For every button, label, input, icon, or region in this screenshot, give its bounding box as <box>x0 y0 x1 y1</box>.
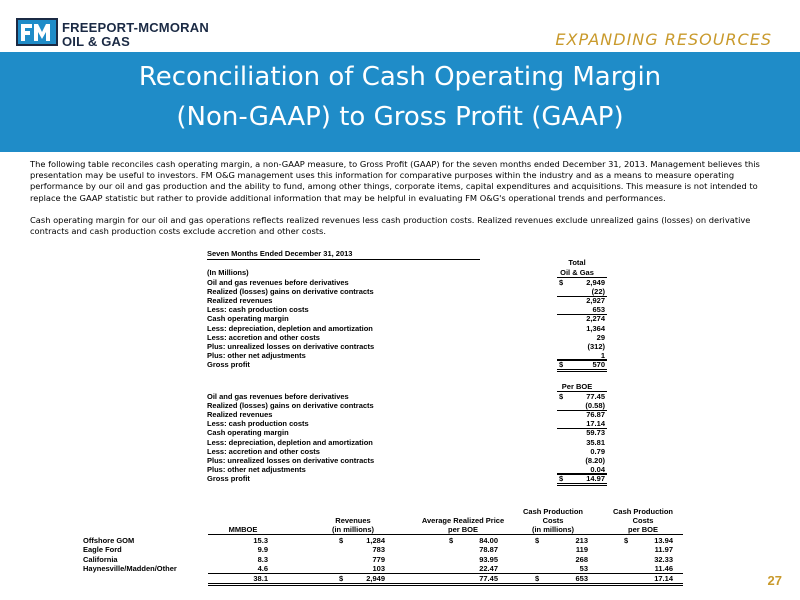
currency-symbol: $ <box>624 536 629 545</box>
row-value: 2,927 <box>586 296 605 306</box>
region-cost-per-boe: 32.33 <box>654 554 673 564</box>
row-label: Plus: other net adjustments <box>207 350 306 360</box>
row-value: 2,274 <box>586 314 605 324</box>
region-cost-per-boe: 17.14 <box>654 574 673 584</box>
region-cost-per-boe: 11.97 <box>654 545 673 555</box>
region-cash-costs: 213 <box>575 536 588 545</box>
regions-header-row-2 <box>83 516 683 525</box>
row-value: 0.79 <box>590 446 605 456</box>
double-rule-bottom <box>557 485 607 486</box>
row-label: Less: depreciation, depletion and amortization <box>207 323 373 333</box>
region-double-rule-top <box>208 583 683 584</box>
region-cash-costs: 268 <box>575 554 588 564</box>
total-rule <box>557 473 607 474</box>
row-label: Realized (losses) gains on derivative contracts <box>207 287 374 297</box>
table-row <box>207 324 607 333</box>
row-value: 1 <box>600 350 605 360</box>
regions-header-underline <box>208 534 683 535</box>
column-header-oil-gas: Oil & Gas <box>560 268 594 277</box>
row-value: 0.04 <box>590 464 605 474</box>
region-avg-price: 77.45 <box>479 574 498 584</box>
row-label: Less: accretion and other costs <box>207 332 320 342</box>
row-label: Plus: unrealized losses on derivative contracts <box>207 455 375 465</box>
row-value: 76.87 <box>586 410 605 420</box>
row-label: Cash operating margin <box>207 428 289 438</box>
row-label: Less: accretion and other costs <box>207 446 320 456</box>
table-row <box>207 296 607 305</box>
table-row <box>207 314 607 323</box>
region-row <box>83 564 683 573</box>
table-row <box>207 410 607 419</box>
table-row <box>207 351 607 360</box>
row-value: 653 <box>592 305 605 315</box>
fm-logo-icon <box>16 18 58 46</box>
header-avg-price-line1: Average Realized Price <box>421 516 505 525</box>
table-row <box>207 456 607 465</box>
reconciliation-table <box>207 258 607 493</box>
row-label: Realized (losses) gains on derivative contracts <box>207 401 374 411</box>
region-avg-price: 22.47 <box>479 563 498 573</box>
row-label: Less: cash production costs <box>207 305 309 315</box>
total-rule <box>557 359 607 360</box>
region-name: Eagle Ford <box>83 545 122 555</box>
column-header-row-1 <box>207 258 607 267</box>
per-boe-header-row <box>207 382 607 391</box>
column-header-total: Total <box>568 258 586 267</box>
row-value: 35.81 <box>586 437 605 447</box>
region-name: Haynesville/Madden/Other <box>83 563 177 573</box>
row-label: Oil and gas revenues before derivatives <box>207 392 349 401</box>
region-mmboe: 15.3 <box>253 536 268 545</box>
region-cash-costs: 119 <box>575 545 588 555</box>
region-cash-costs: 653 <box>575 574 588 584</box>
table-row <box>207 392 607 401</box>
logo-line2: OIL & GAS <box>62 34 131 49</box>
region-cost-per-boe: 13.94 <box>654 536 673 545</box>
row-label: Gross profit <box>207 473 250 483</box>
table-row <box>207 401 607 410</box>
table-row <box>207 278 607 287</box>
currency-symbol: $ <box>559 473 564 483</box>
currency-symbol: $ <box>535 574 540 584</box>
tagline: EXPANDING RESOURCES <box>555 30 772 49</box>
header-cash-costs-boe-line3: per BOE <box>627 525 658 534</box>
row-value: (312) <box>587 341 605 351</box>
row-value: 77.45 <box>586 392 605 401</box>
region-mmboe: 38.1 <box>253 574 268 584</box>
region-mmboe: 8.3 <box>257 554 268 564</box>
title-band <box>0 52 800 152</box>
logo-line1: FREEPORT-MCMORAN <box>62 20 209 35</box>
region-revenues: 1,284 <box>366 536 385 545</box>
row-label: Cash operating margin <box>207 314 289 324</box>
region-cash-costs: 53 <box>579 563 588 573</box>
row-label: Less: depreciation, depletion and amortization <box>207 437 373 447</box>
header-cash-costs-boe-line2: Costs <box>632 516 654 525</box>
regions-header-row-1 <box>83 507 683 516</box>
slide-title-line1: Reconciliation of Cash Operating Margin <box>138 62 662 92</box>
region-row <box>83 536 683 545</box>
currency-symbol: $ <box>535 536 540 545</box>
double-rule-top <box>557 369 607 370</box>
table-row <box>207 447 607 456</box>
currency-symbol: $ <box>559 392 564 401</box>
double-rule-bottom <box>557 371 607 372</box>
regional-table <box>83 507 683 587</box>
row-value: (0.58) <box>585 401 605 411</box>
table-row <box>207 474 607 483</box>
header-avg-price-line2: per BOE <box>447 525 478 534</box>
row-label: Oil and gas revenues before derivatives <box>207 278 349 287</box>
table-row <box>207 360 607 369</box>
intro-paragraph-1: The following table reconciles cash operating margin, a non-GAAP measure, to Gross Profit (GAAP) for the seven months ended December 31, 2013. Management believes this presentation may be useful to investors. FM O&G management uses this information for comparative purposes within the industry and as a means to measure operating performance by our oil and gas production and the ability to fund, among other things, corporate items, capital expenditures and acquisitions. This measure is not intended to replace the GAAP statistic but rather to provide additional information that may be helpful in evaluating FM O&G's operational trends and performances. <box>30 159 760 203</box>
region-row <box>83 555 683 564</box>
region-total-row <box>83 574 683 583</box>
per-boe-header: Per BOE <box>561 382 593 391</box>
units-label: (In Millions) <box>207 268 249 277</box>
row-value: 14.97 <box>586 473 605 483</box>
header-cash-costs-line2: Costs <box>542 516 564 525</box>
row-value: 1,364 <box>586 323 605 333</box>
row-value: (22) <box>591 287 605 297</box>
region-revenues: 779 <box>372 554 385 564</box>
row-label: Plus: unrealized losses on derivative contracts <box>207 341 375 351</box>
table-row <box>207 342 607 351</box>
double-rule-top <box>557 483 607 484</box>
intro-text <box>30 159 775 237</box>
row-value: 17.14 <box>586 419 605 429</box>
row-label: Plus: other net adjustments <box>207 464 306 474</box>
region-name: California <box>83 554 118 564</box>
region-cost-per-boe: 11.46 <box>654 563 673 573</box>
table-row <box>207 305 607 314</box>
regions-header-row-3 <box>83 525 683 534</box>
region-double-rule-bottom <box>208 585 683 586</box>
region-avg-price: 84.00 <box>479 536 498 545</box>
region-avg-price: 78.87 <box>479 545 498 555</box>
header-revenues-line2: (in millions) <box>331 525 375 534</box>
header-revenues-line1: Revenues <box>335 516 371 525</box>
currency-symbol: $ <box>559 278 564 287</box>
row-value: (8.20) <box>585 455 605 465</box>
table-row <box>207 438 607 447</box>
intro-paragraph-2: Cash operating margin for our oil and gas operations reflects realized revenues less cash production costs. Realized revenues exclude unrealized gains (losses) on derivative contracts and cash production costs exclude accretion and other costs. <box>30 214 751 237</box>
header-cash-costs-line3: (in millions) <box>531 525 575 534</box>
row-label: Less: cash production costs <box>207 419 309 429</box>
region-revenues: 2,949 <box>366 574 385 584</box>
table-row <box>207 287 607 296</box>
region-mmboe: 9.9 <box>257 545 268 555</box>
row-value: 59.73 <box>586 428 605 438</box>
currency-symbol: $ <box>339 574 344 584</box>
table-row <box>207 428 607 437</box>
table-row <box>207 333 607 342</box>
page-number: 27 <box>767 573 782 588</box>
region-mmboe: 4.6 <box>257 563 268 573</box>
slide-title-line2: (Non-GAAP) to Gross Profit (GAAP) <box>176 102 624 132</box>
header-cash-costs-boe-line1: Cash Production <box>612 507 673 516</box>
currency-symbol: $ <box>449 536 454 545</box>
table-row <box>207 465 607 474</box>
header-cash-costs-line1: Cash Production <box>522 507 583 516</box>
slide-header <box>0 0 800 52</box>
row-value: 29 <box>596 332 605 342</box>
region-revenues: 783 <box>372 545 385 555</box>
row-label: Gross profit <box>207 359 250 369</box>
period-title: Seven Months Ended December 31, 2013 <box>207 249 353 258</box>
column-header-row-2 <box>207 268 607 277</box>
region-row <box>83 545 683 554</box>
row-value: 2,949 <box>586 278 605 287</box>
currency-symbol: $ <box>339 536 344 545</box>
region-avg-price: 93.95 <box>479 554 498 564</box>
header-mmboe: MMBOE <box>228 525 258 534</box>
table-row <box>207 419 607 428</box>
row-label: Realized revenues <box>207 410 273 420</box>
currency-symbol: $ <box>559 359 564 369</box>
region-revenues: 103 <box>372 563 385 573</box>
row-label: Realized revenues <box>207 296 273 306</box>
region-name: Offshore GOM <box>83 536 135 545</box>
row-value: 570 <box>592 359 605 369</box>
